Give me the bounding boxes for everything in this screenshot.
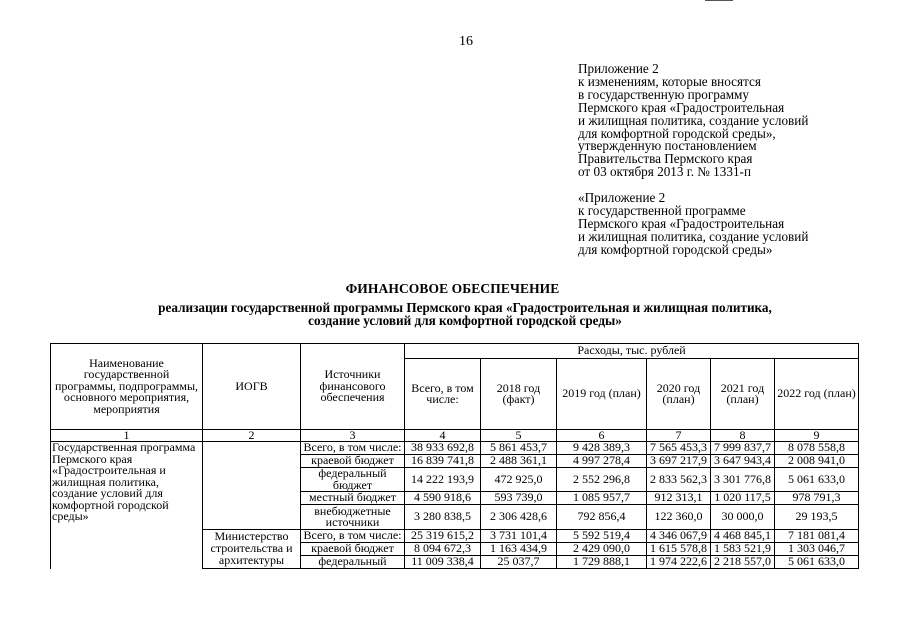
value-cell: 5 592 519,4 [557, 530, 647, 543]
header-iogv: ИОГВ [203, 344, 301, 430]
value-cell: 1 303 046,7 [775, 543, 859, 556]
iogv-cell-empty [203, 442, 301, 530]
col-number: 8 [711, 430, 775, 442]
value-cell: 978 791,3 [775, 492, 859, 505]
value-cell: 1 615 578,8 [647, 543, 711, 556]
value-cell: 25 037,7 [481, 556, 557, 569]
source-cell: краевой бюджет [301, 543, 405, 556]
table-row [51, 442, 859, 455]
value-cell: 9 428 389,3 [557, 442, 647, 455]
value-cell: 472 925,0 [481, 468, 557, 492]
value-cell: 8 078 558,8 [775, 442, 859, 455]
value-cell: 7 181 081,4 [775, 530, 859, 543]
value-cell: 1 729 888,1 [557, 556, 647, 569]
subtitle-line: реализации государственной программы Пермского края «Градостроительная и жилищная политика, [158, 300, 772, 315]
value-cell: 3 647 943,4 [711, 455, 775, 468]
appendix-line: и жилищная политика, создание условий [578, 228, 809, 244]
value-cell: 5 861 453,7 [481, 442, 557, 455]
value-cell: 1 583 521,9 [711, 543, 775, 556]
value-cell: 38 933 692,8 [405, 442, 481, 455]
value-cell: 7 565 453,3 [647, 442, 711, 455]
value-cell: 2 008 941,0 [775, 455, 859, 468]
appendix-line: утвержденную постановлением [578, 138, 757, 154]
header-2021: 2021 год (план) [711, 359, 775, 430]
value-cell: 2 218 557,0 [711, 556, 775, 569]
value-cell: 11 009 338,4 [405, 556, 481, 569]
value-cell: 7 999 837,7 [711, 442, 775, 455]
ministry-name: Министерство строительства и архитектуры [203, 530, 301, 569]
document-title: ФИНАНСОВОЕ ОБЕСПЕЧЕНИЕ [345, 281, 560, 296]
header-2020: 2020 год (план) [647, 359, 711, 430]
program-name: Государственная программа Пермского края «Градостроительная и жилищная политика, создание условий для комфортной городской среды» [51, 442, 203, 569]
appendix-line: в государственную программу [578, 86, 749, 102]
value-cell: 1 085 957,7 [557, 492, 647, 505]
appendix-line: Пермского края «Градостроительная [578, 215, 785, 231]
header-sources: Источники финансового обеспечения [301, 344, 405, 430]
header-2022: 2022 год (план) [775, 359, 859, 430]
header-expenses: Расходы, тыс. рублей [405, 344, 859, 359]
value-cell: 4 346 067,9 [647, 530, 711, 543]
col-number: 6 [557, 430, 647, 442]
source-cell: внебюджетные источники [301, 505, 405, 530]
value-cell: 1 974 222,6 [647, 556, 711, 569]
appendix-line: Правительства Пермского края [578, 151, 753, 167]
value-cell: 4 997 278,4 [557, 455, 647, 468]
value-cell: 3 697 217,9 [647, 455, 711, 468]
value-cell: 1 163 434,9 [481, 543, 557, 556]
value-cell: 4 590 918,6 [405, 492, 481, 505]
source-cell: краевой бюджет [301, 455, 405, 468]
value-cell: 2 429 090,0 [557, 543, 647, 556]
value-cell: 3 280 838,5 [405, 505, 481, 530]
col-number: 9 [775, 430, 859, 442]
appendix-line: Пермского края «Градостроительная [578, 99, 785, 115]
col-number: 1 [51, 430, 203, 442]
appendix-line: для комфортной городской среды» [578, 241, 773, 257]
value-cell: 912 313,1 [647, 492, 711, 505]
value-cell: 122 360,0 [647, 505, 711, 530]
value-cell: 29 193,5 [775, 505, 859, 530]
top-edge-mark [705, 0, 733, 1]
value-cell: 593 739,0 [481, 492, 557, 505]
value-cell: 14 222 193,9 [405, 468, 481, 492]
value-cell: 5 061 633,0 [775, 556, 859, 569]
value-cell: 30 000,0 [711, 505, 775, 530]
financing-table [50, 343, 859, 569]
value-cell: 5 061 633,0 [775, 468, 859, 492]
value-cell: 16 839 741,8 [405, 455, 481, 468]
source-cell: федеральный [301, 556, 405, 569]
col-number: 7 [647, 430, 711, 442]
source-cell: Всего, в том числе: [301, 530, 405, 543]
appendix-original-heading [578, 192, 808, 257]
col-number: 3 [301, 430, 405, 442]
header-total: Всего, в том числе: [405, 359, 481, 430]
appendix-line: к изменениям, которые вносятся [578, 73, 761, 89]
header-2019: 2019 год (план) [557, 359, 647, 430]
value-cell: 792 856,4 [557, 505, 647, 530]
value-cell: 25 319 615,2 [405, 530, 481, 543]
appendix-line: для комфортной городской среды», [578, 125, 776, 141]
appendix-line: и жилищная политика, создание условий [578, 112, 809, 128]
col-number: 4 [405, 430, 481, 442]
value-cell: 2 552 296,8 [557, 468, 647, 492]
source-cell: Всего, в том числе: [301, 442, 405, 455]
appendix-line: Приложение 2 [578, 61, 659, 76]
source-cell: федеральный бюджет [301, 468, 405, 492]
value-cell: 2 833 562,3 [647, 468, 711, 492]
value-cell: 1 020 117,5 [711, 492, 775, 505]
value-cell: 2 488 361,1 [481, 455, 557, 468]
appendix-line: к государственной программе [578, 202, 746, 218]
value-cell: 2 306 428,6 [481, 505, 557, 530]
document-subtitle [95, 302, 835, 327]
value-cell: 3 731 101,4 [481, 530, 557, 543]
col-number: 2 [203, 430, 301, 442]
subtitle-line: создание условий для комфортной городской среды» [308, 312, 622, 328]
source-cell: местный бюджет [301, 492, 405, 505]
value-cell: 4 468 845,1 [711, 530, 775, 543]
appendix-line: от 03 октября 2013 г. № 1331-п [578, 164, 752, 180]
header-2018: 2018 год (факт) [481, 359, 557, 430]
appendix-line: «Приложение 2 [578, 190, 666, 205]
value-cell: 8 094 672,3 [405, 543, 481, 556]
header-name: Наименование государственной программы, подпрограммы, основного мероприятия, мероприятия [51, 344, 203, 430]
value-cell: 3 301 776,8 [711, 468, 775, 492]
col-number: 5 [481, 430, 557, 442]
page-number: 16 [459, 34, 473, 49]
appendix-heading [578, 63, 808, 179]
